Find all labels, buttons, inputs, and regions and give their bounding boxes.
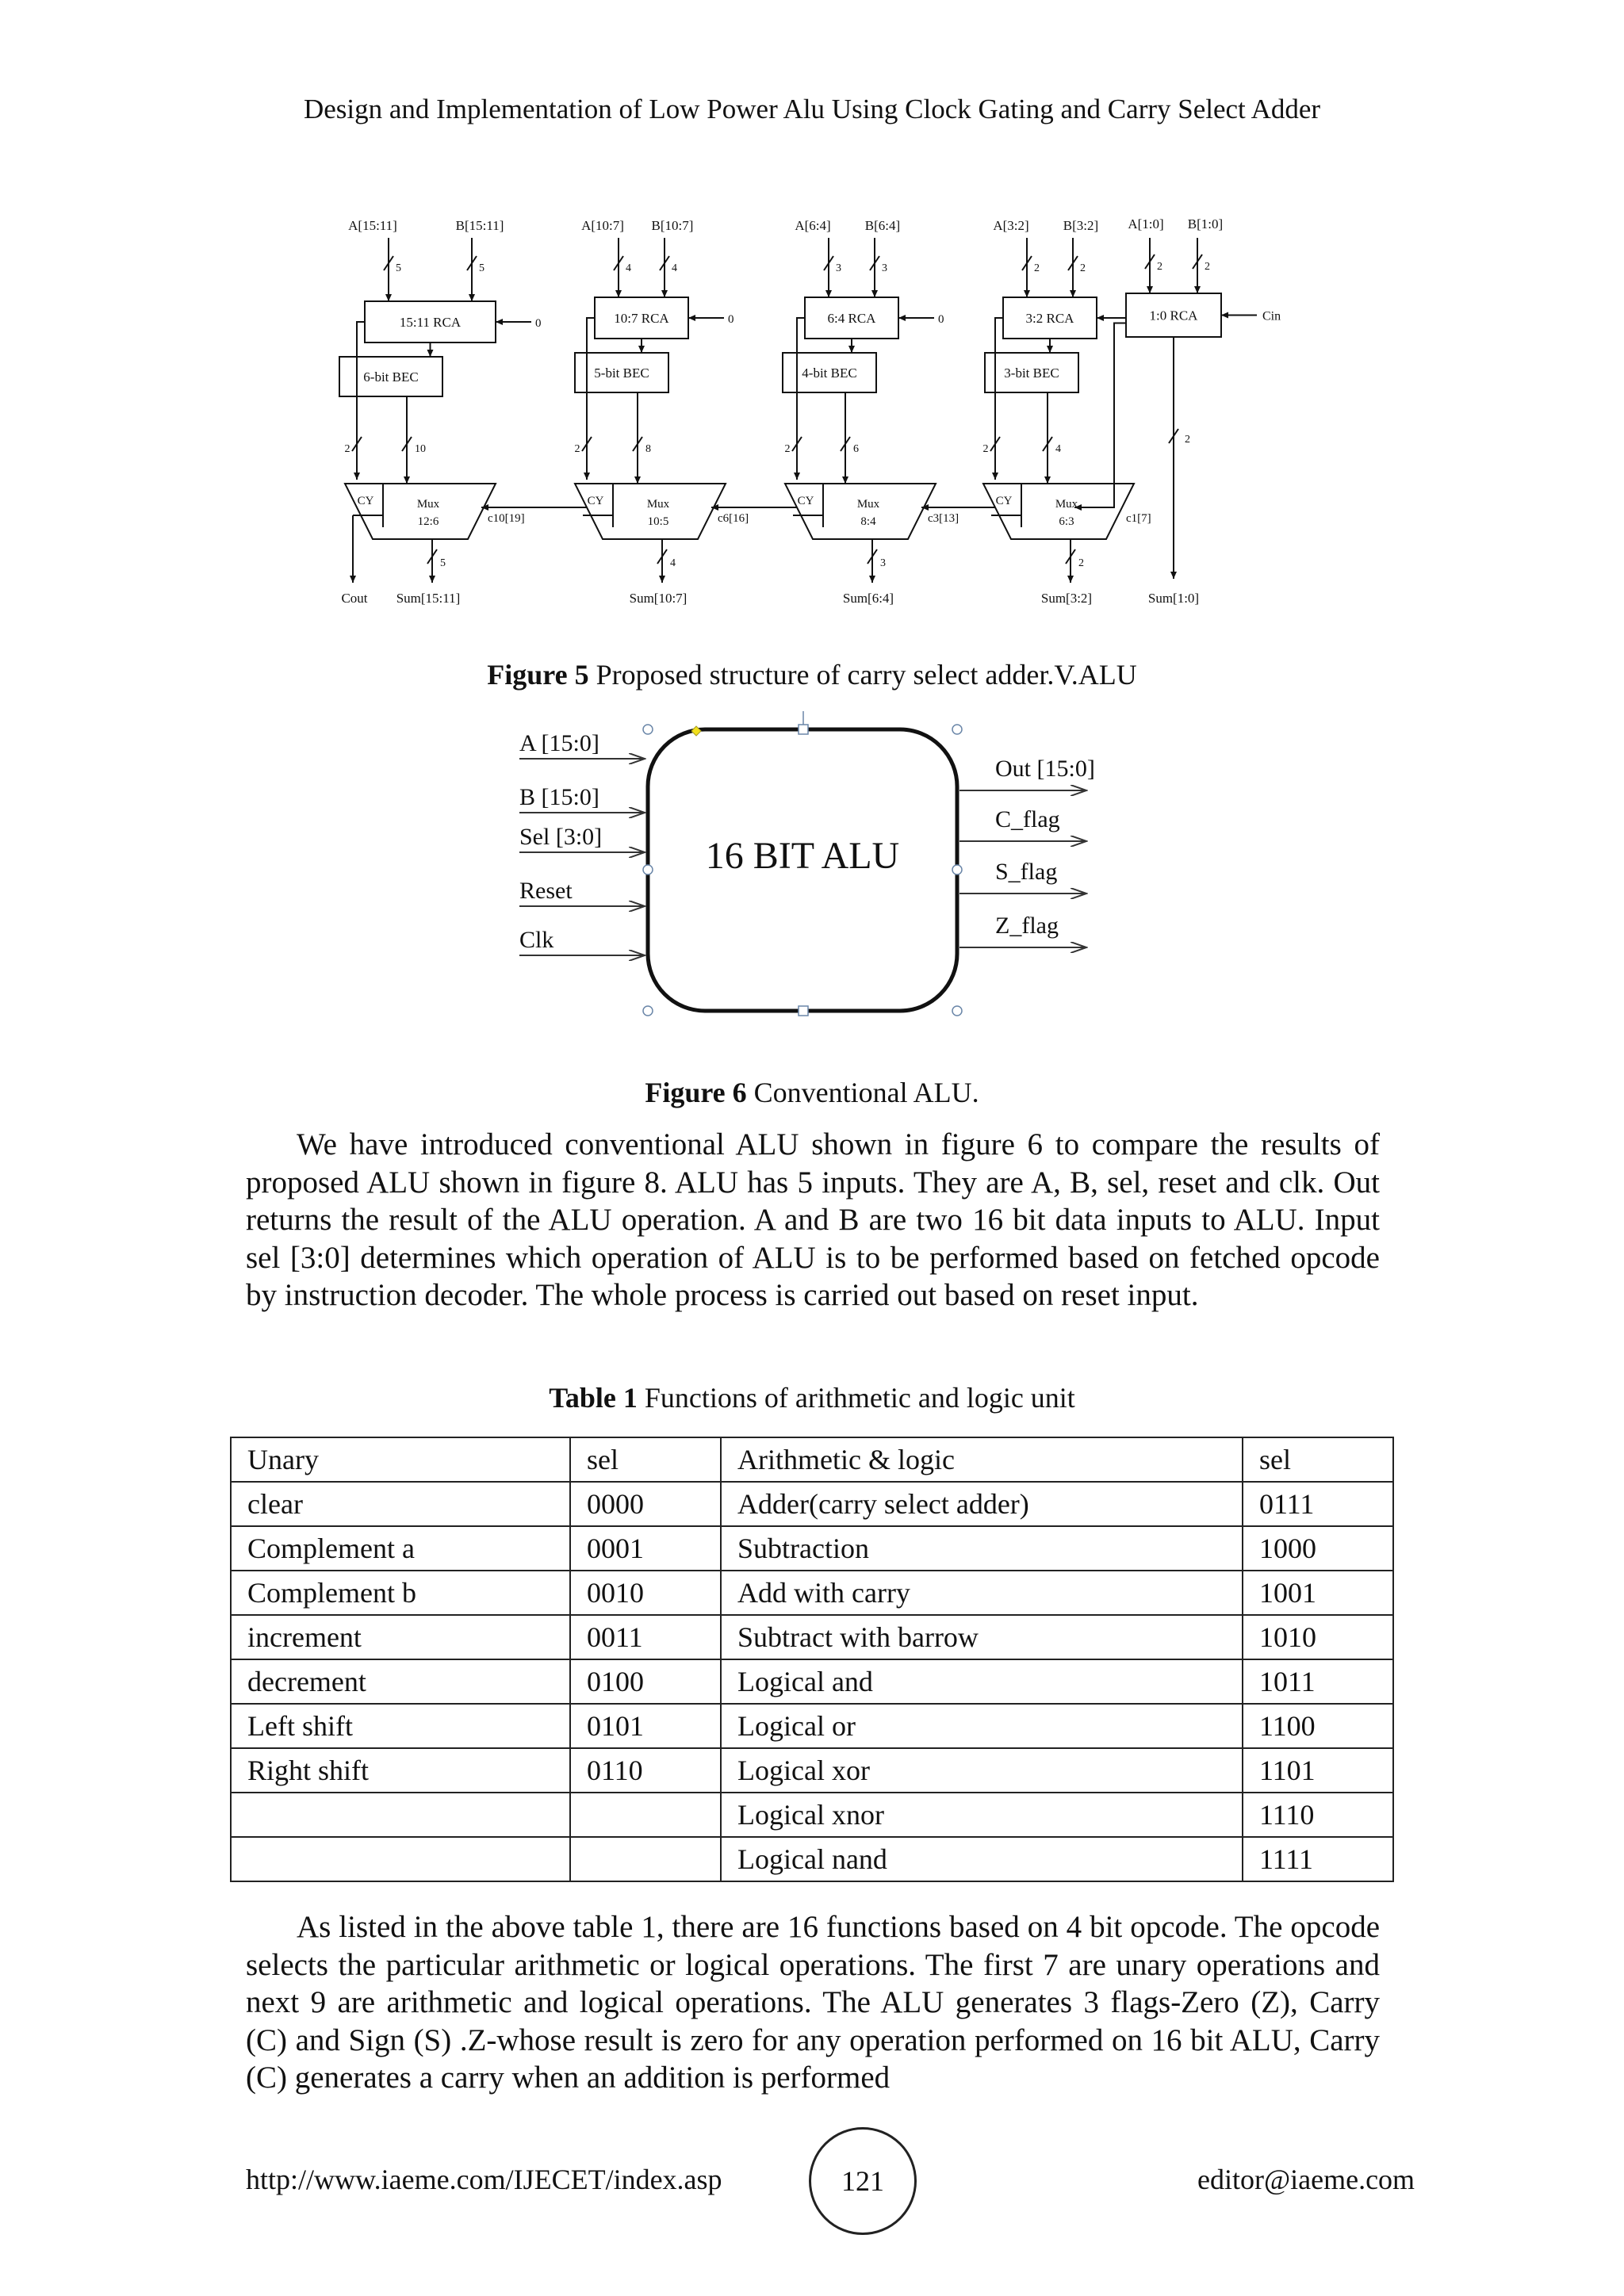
a-input-label: A[15:11] xyxy=(348,218,397,233)
table-cell: 0011 xyxy=(570,1615,721,1659)
table-cell: sel xyxy=(1243,1437,1393,1482)
bec-width: 4 xyxy=(1055,443,1061,455)
alu-input-label-4: Clk xyxy=(519,927,554,953)
csla-stage-3 xyxy=(783,218,1007,606)
table-cell: 1000 xyxy=(1243,1526,1393,1571)
mux-block xyxy=(575,484,726,539)
b-width: 5 xyxy=(479,262,485,274)
sum-width: 4 xyxy=(670,557,676,569)
figure-6-alu-diagram xyxy=(508,710,1110,1027)
table-cell: 1011 xyxy=(1243,1659,1393,1704)
bec-width: 10 xyxy=(415,443,426,455)
cy-width: 2 xyxy=(344,443,350,455)
alu-input-label-0: A [15:0] xyxy=(519,730,599,756)
sum-label: Sum[3:2] xyxy=(1040,591,1093,606)
running-header: Design and Implementation of Low Power Alu Using Clock Gating and Carry Select Adder xyxy=(303,94,1321,124)
table-cell: sel xyxy=(570,1437,721,1482)
a-input-label: A[3:2] xyxy=(993,218,1029,233)
table-row xyxy=(231,1704,1393,1748)
rca-label: 3:2 RCA xyxy=(1025,311,1074,326)
b-input-label: B[15:11] xyxy=(455,218,504,233)
alu-input-label-2: Sel [3:0] xyxy=(519,824,603,850)
mux-label: Mux xyxy=(646,498,670,511)
table-cell: 0100 xyxy=(570,1659,721,1704)
a-width: 5 xyxy=(396,262,401,274)
table-cell: 0101 xyxy=(570,1704,721,1748)
table-cell: 1010 xyxy=(1243,1615,1393,1659)
table-cell: Logical xor xyxy=(721,1748,1243,1793)
a-input-label: A[1:0] xyxy=(1128,216,1164,232)
table-row xyxy=(231,1793,1393,1837)
mux-range: 12:6 xyxy=(417,515,439,528)
mux-block xyxy=(785,484,936,539)
footer-url-link[interactable]: http://www.iaeme.com/IJECET/index.asp xyxy=(246,2164,722,2195)
csla-stage-2 xyxy=(575,218,810,606)
figure-5-caption: Figure 5 Proposed structure of carry select adder.V.ALU xyxy=(487,659,1137,691)
mux-range: 8:4 xyxy=(860,515,876,528)
table-cell: 1100 xyxy=(1243,1704,1393,1748)
bec-width: 8 xyxy=(645,443,651,455)
sum-label: Sum[1:0] xyxy=(1147,591,1200,606)
alu-input-label-1: B [15:0] xyxy=(519,784,599,810)
b-input-label: B[10:7] xyxy=(651,218,694,233)
csla-stage-5 xyxy=(1074,216,1281,606)
bec-width: 6 xyxy=(853,443,859,455)
cin-label: Cin xyxy=(1262,309,1281,323)
sum-label: Sum[15:11] xyxy=(396,591,461,606)
table-row xyxy=(231,1748,1393,1793)
a-width: 2 xyxy=(1157,261,1162,273)
bec-label: 5-bit BEC xyxy=(594,365,649,381)
csla-stage-1 xyxy=(339,218,599,606)
cy-width: 2 xyxy=(784,443,791,455)
cy-width: 2 xyxy=(574,443,580,455)
carry-in-label: c3[13] xyxy=(928,512,959,525)
sum-label: Sum[10:7] xyxy=(629,591,688,606)
table-cell: Subtraction xyxy=(721,1526,1243,1571)
csla-stage-4 xyxy=(983,218,1151,606)
cy-width: 2 xyxy=(982,443,989,455)
page-number: 121 xyxy=(809,2127,917,2235)
table-cell: 0001 xyxy=(570,1526,721,1571)
sum-label: Sum[6:4] xyxy=(842,591,894,606)
sum-width: 2 xyxy=(1078,557,1084,569)
b-input-label: B[1:0] xyxy=(1187,216,1224,232)
carry-in-label: c6[16] xyxy=(718,512,749,525)
table-cell: clear xyxy=(231,1482,570,1526)
cy-label: CY xyxy=(797,495,814,507)
bec-label: 6-bit BEC xyxy=(363,369,419,385)
carry-in-label: c1[7] xyxy=(1126,512,1151,525)
zero-input: 0 xyxy=(535,317,542,330)
table-cell: increment xyxy=(231,1615,570,1659)
table-cell: 0111 xyxy=(1243,1482,1393,1526)
bec-label: 3-bit BEC xyxy=(1004,365,1059,381)
table-cell xyxy=(231,1837,570,1881)
a-width: 2 xyxy=(1034,262,1040,274)
alu-output-label-3: Z_flag xyxy=(995,913,1059,939)
table-cell xyxy=(231,1793,570,1837)
rca-label: 10:7 RCA xyxy=(614,311,669,326)
alu-input-label-3: Reset xyxy=(519,878,573,904)
mux-block xyxy=(345,484,496,539)
table-cell: Unary xyxy=(231,1437,570,1482)
b-input-label: B[6:4] xyxy=(864,218,901,233)
alu-output-label-2: S_flag xyxy=(995,859,1058,885)
table-cell: Subtract with barrow xyxy=(721,1615,1243,1659)
carry-in-label: c10[19] xyxy=(488,512,525,525)
rca-label: 15:11 RCA xyxy=(399,315,462,330)
a-width: 4 xyxy=(626,262,631,274)
alu-output-label-1: C_flag xyxy=(995,806,1060,832)
cy-label: CY xyxy=(995,495,1013,507)
b-width: 3 xyxy=(882,262,887,274)
table-cell: Logical or xyxy=(721,1704,1243,1748)
mux-range: 6:3 xyxy=(1059,515,1074,528)
b-width: 4 xyxy=(672,262,677,274)
table-cell xyxy=(570,1837,721,1881)
table-cell: Adder(carry select adder) xyxy=(721,1482,1243,1526)
b-input-label: B[3:2] xyxy=(1063,218,1099,233)
table-cell: 1110 xyxy=(1243,1793,1393,1837)
table-1 xyxy=(230,1437,1394,1882)
body-paragraph-1: We have introduced conventional ALU shown in figure 6 to compare the results of proposed ALU shown in figure 8. ALU has 5 inputs. They are A, B, sel, reset and clk. Out returns the result of the ALU operation. A and B are two 16 bit data inputs to ALU. Input sel [3:0] determines which operation of ALU is to be performed based on fetched opcode by instruction decoder. The whole process is carried out based on reset input. xyxy=(246,1127,1380,1312)
table-row xyxy=(231,1659,1393,1704)
mux-label: Mux xyxy=(416,498,440,511)
alu-output-label-0: Out [15:0] xyxy=(995,756,1095,782)
mux-label: Mux xyxy=(856,498,880,511)
sum-width: 2 xyxy=(1185,434,1190,446)
table-row xyxy=(231,1837,1393,1881)
table-1-caption: Table 1 Functions of arithmetic and logic unit xyxy=(549,1382,1075,1414)
a-width: 3 xyxy=(836,262,841,274)
table-cell xyxy=(570,1793,721,1837)
rca-label: 1:0 RCA xyxy=(1149,308,1198,323)
table-cell: Logical xnor xyxy=(721,1793,1243,1837)
table-cell: Complement a xyxy=(231,1526,570,1571)
table-cell: Add with carry xyxy=(721,1571,1243,1615)
b-width: 2 xyxy=(1080,262,1086,274)
bec-label: 4-bit BEC xyxy=(802,365,857,381)
table-cell: Logical nand xyxy=(721,1837,1243,1881)
table-cell: decrement xyxy=(231,1659,570,1704)
a-input-label: A[10:7] xyxy=(581,218,624,233)
table-cell: 0000 xyxy=(570,1482,721,1526)
table-row xyxy=(231,1571,1393,1615)
table-cell: 1101 xyxy=(1243,1748,1393,1793)
mux-block xyxy=(983,484,1134,539)
sum-width: 5 xyxy=(440,557,446,569)
table-cell: 0110 xyxy=(570,1748,721,1793)
figure-5-csla-diagram xyxy=(293,198,1340,626)
table-row xyxy=(231,1615,1393,1659)
rca-label: 6:4 RCA xyxy=(827,311,876,326)
table-row xyxy=(231,1526,1393,1571)
table-cell: Arithmetic & logic xyxy=(721,1437,1243,1482)
table-cell: Complement b xyxy=(231,1571,570,1615)
table-row xyxy=(231,1482,1393,1526)
alu-block-label: 16 BIT ALU xyxy=(705,835,900,877)
table-cell: Right shift xyxy=(231,1748,570,1793)
zero-input: 0 xyxy=(728,313,734,326)
table-cell: Logical and xyxy=(721,1659,1243,1704)
table-cell: 1001 xyxy=(1243,1571,1393,1615)
table-header-row xyxy=(231,1437,1393,1482)
figure-6-caption: Figure 6 Conventional ALU. xyxy=(645,1077,979,1108)
mux-label: Mux xyxy=(1055,498,1078,511)
cy-label: CY xyxy=(357,495,374,507)
footer-email-link[interactable]: editor@iaeme.com xyxy=(1197,2164,1415,2195)
b-width: 2 xyxy=(1205,261,1210,273)
body-paragraph-2: As listed in the above table 1, there are 16 functions based on 4 bit opcode. The opcode selects the particular arithmetic or logical operations. The first 7 are unary operations and next 9 are arithmetic and logical operations. The ALU generates 3 flags-Zero (Z), Carry (C) and Sign (S) .Z-whose result is zero for any operation performed on 16 bit ALU, Carry (C) generates a carry when an addition is performed xyxy=(246,1910,1380,2095)
table-cell: 0010 xyxy=(570,1571,721,1615)
zero-input: 0 xyxy=(938,313,944,326)
a-input-label: A[6:4] xyxy=(795,218,831,233)
cy-label: CY xyxy=(587,495,604,507)
table-cell: 1111 xyxy=(1243,1837,1393,1881)
sum-width: 3 xyxy=(880,557,886,569)
cout-label: Cout xyxy=(341,591,368,606)
table-cell: Left shift xyxy=(231,1704,570,1748)
mux-range: 10:5 xyxy=(647,515,669,528)
